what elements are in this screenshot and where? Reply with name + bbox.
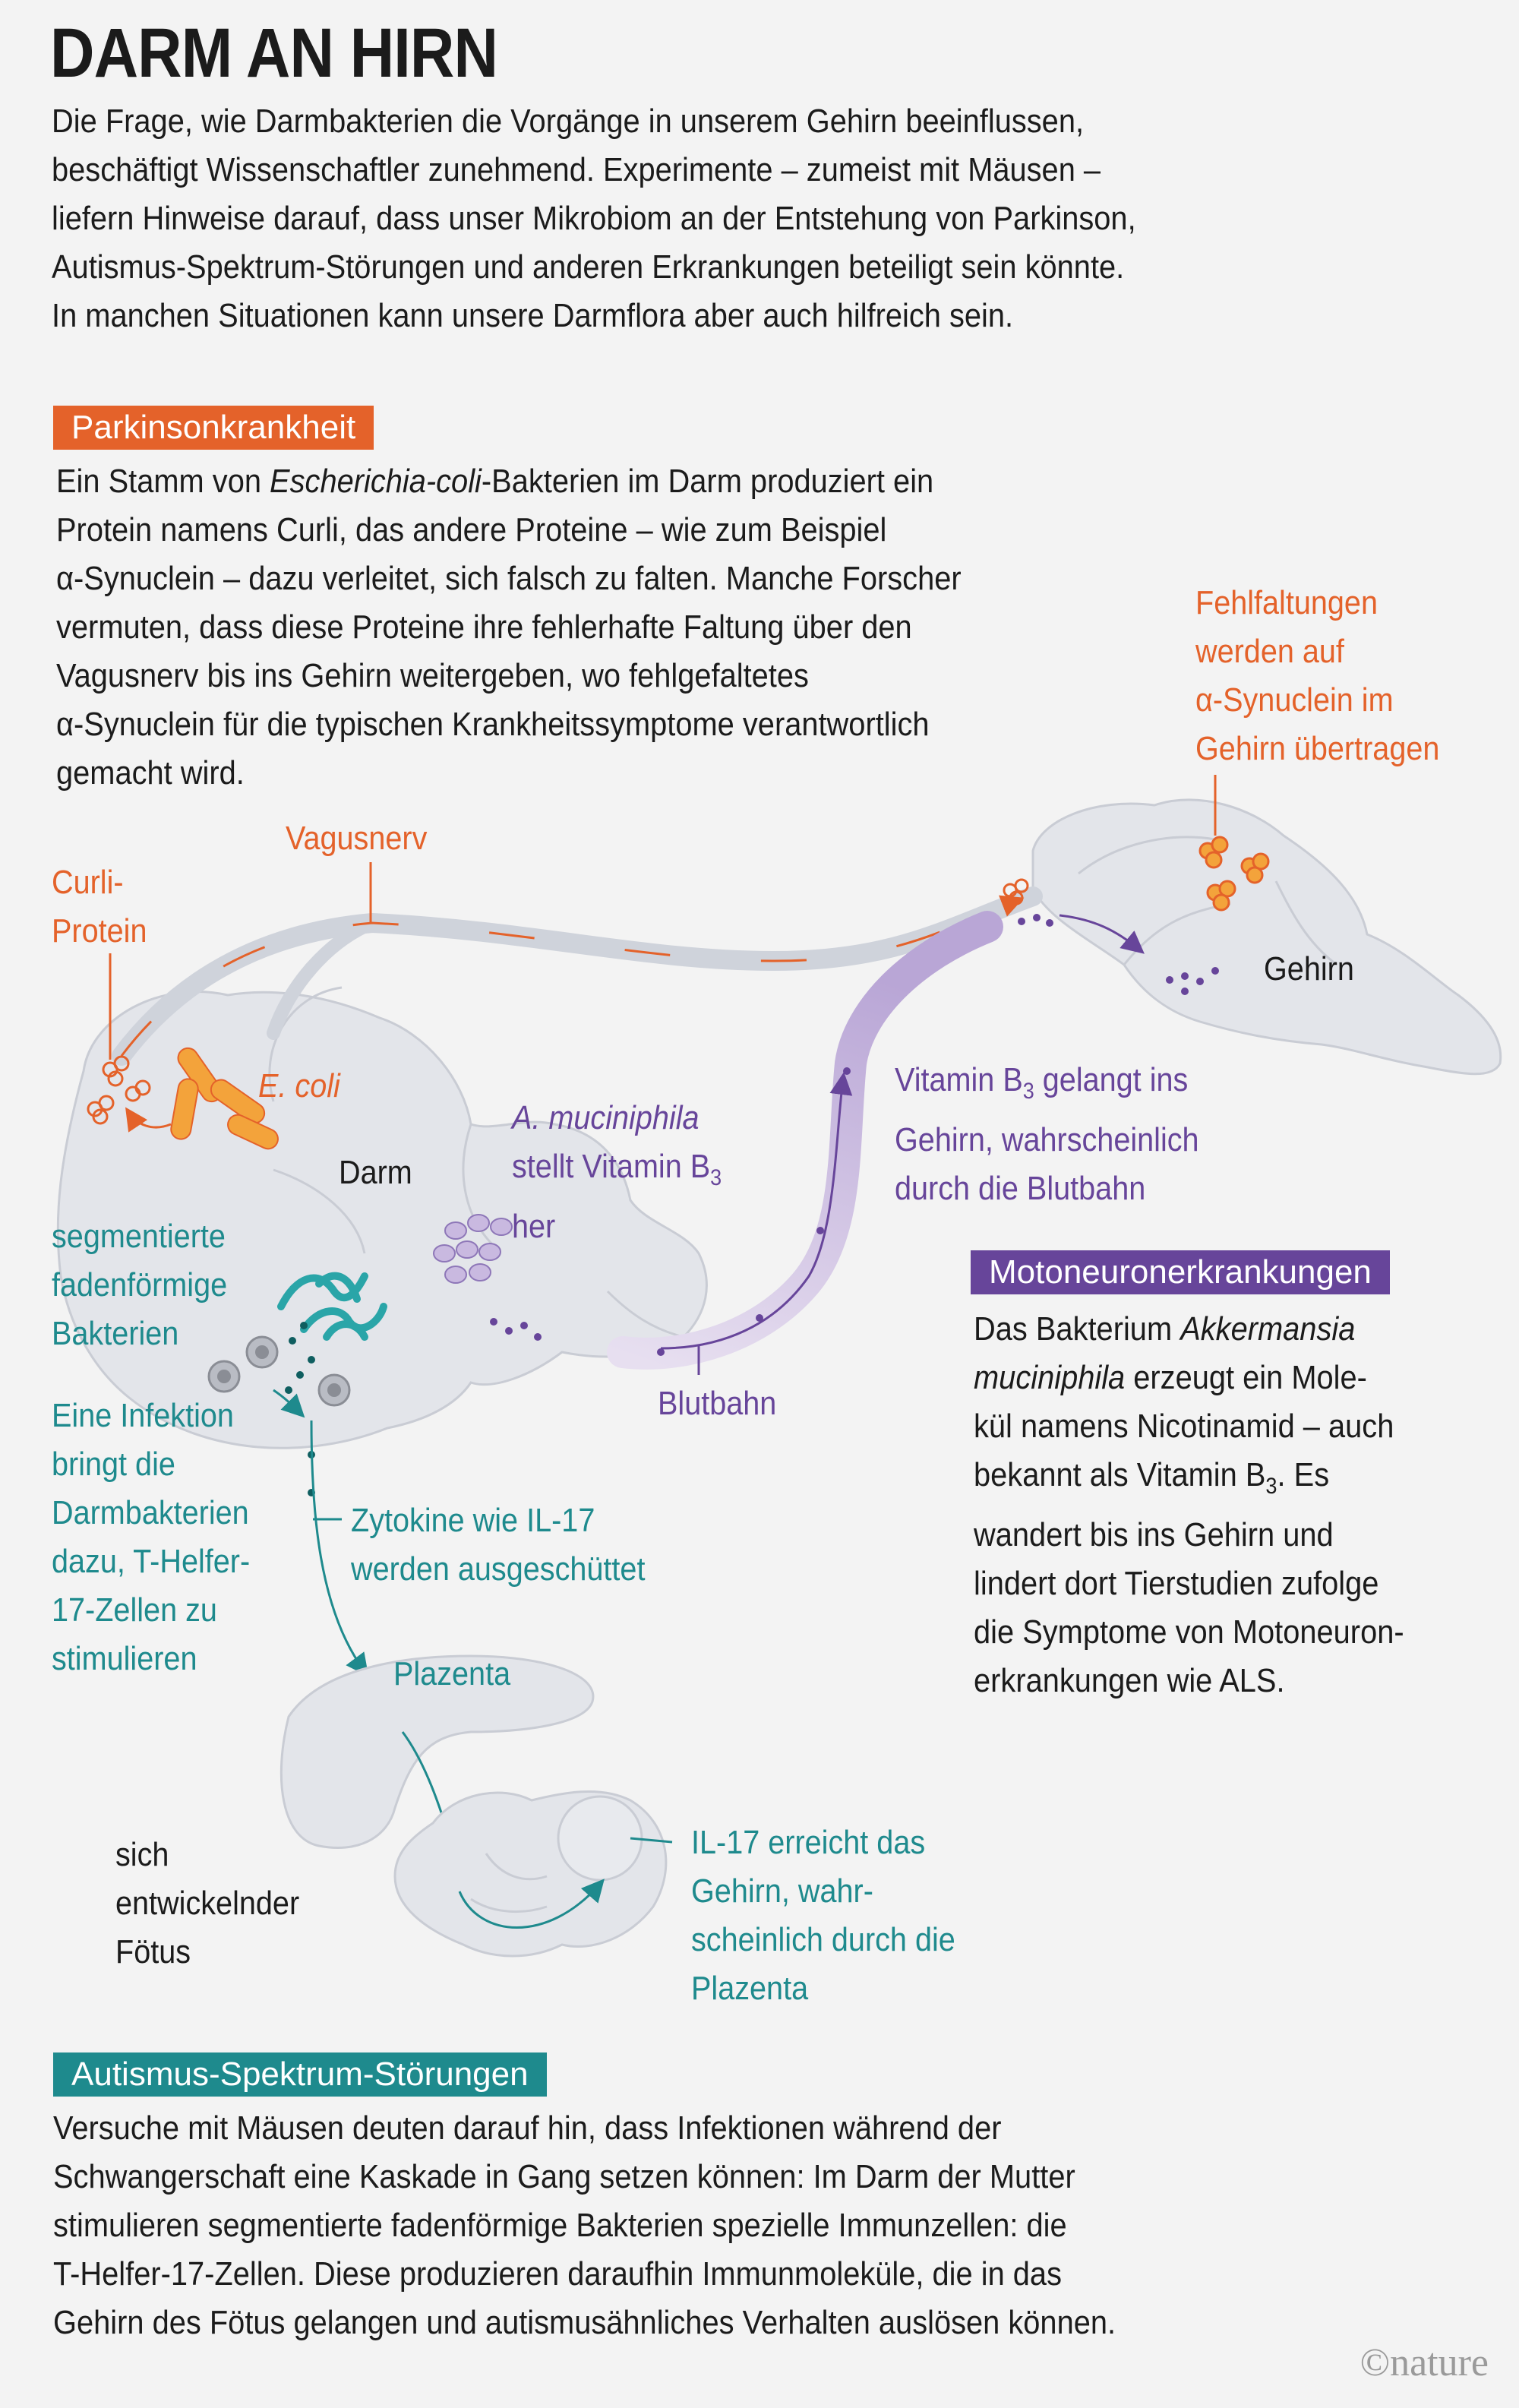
motoneuron-line: die Symptome von Motoneuron- [974,1613,1404,1651]
label-line: Fötus [115,1933,191,1970]
motoneuron-text [974,1305,1404,1705]
label-line: Protein [52,912,147,950]
motoneuron-part: erzeugt ein Mole- [1125,1359,1367,1396]
motoneuron-italic: muciniphila [974,1359,1126,1396]
parkinson-line [56,457,962,506]
infektion-label [52,1392,250,1683]
intro-line: In manchen Situationen kann unsere Darmflora aber auch hilfreich sein. [52,297,1014,334]
autism-line: stimulieren segmentierte fadenförmige Bakterien spezielle Immunzellen: die [53,2207,1067,2244]
parkinson-line1-italic: Escherichia-coli [270,463,482,500]
parkinson-line1-pre: Ein Stamm von [56,463,270,500]
autism-text [53,2104,1116,2347]
curli-label [52,858,147,956]
parkinson-line: vermuten, dass diese Proteine ihre fehlerhafte Faltung über den [56,608,912,646]
label-line: werden auf [1195,633,1344,670]
il17-label [691,1819,955,2013]
parkinson-line: Protein namens Curli, das andere Proteine – wie zum Beispiel [56,511,887,548]
autism-line: Gehirn des Fötus gelangen und autismusähnliches Verhalten auslösen können. [53,2304,1116,2341]
nature-credit: ©nature [1360,2341,1489,2384]
label-subscript: 3 [1022,1078,1034,1104]
label-line: entwickelnder [115,1885,300,1922]
label-line: stimulieren [52,1640,197,1677]
motoneuron-line [974,1305,1404,1354]
label-line: segmentierte [52,1218,226,1255]
autism-line: Versuche mit Mäusen deuten darauf hin, dass Infektionen während der [53,2109,1002,2147]
label-subscript: 3 [710,1164,722,1190]
blutbahn-label: Blutbahn [658,1385,777,1422]
motoneuron-part: Das Bakterium [974,1310,1181,1348]
label-line: Zytokine wie IL-17 [351,1502,595,1539]
ecoli-label: E. coli [258,1067,340,1104]
parkinson-text [56,457,962,798]
label-line: sich [115,1836,169,1873]
label-line: Plazenta [691,1970,809,2007]
vagusnerv-label: Vagusnerv [286,820,428,857]
darm-label: Darm [339,1154,412,1191]
intro-line: beschäftigt Wissenschaftler zunehmend. Experimente – zumeist mit Mäusen – [52,151,1101,188]
page-title: DARM AN HIRN [50,14,498,92]
motoneuron-line [974,1451,1404,1511]
foetus-label [115,1831,299,1977]
fehlfaltungen-label [1195,579,1439,773]
label-line: scheinlich durch die [691,1921,955,1958]
label-part: stellt Vitamin B [512,1148,711,1185]
label-line [895,1056,1199,1116]
vitamin-b3-label [895,1056,1199,1213]
autism-line: T-Helfer-17-Zellen. Diese produzieren daraufhin Immunmoleküle, die in das [53,2255,1062,2293]
intro-line: Die Frage, wie Darmbakterien die Vorgänge in unserem Gehirn beeinflussen, [52,103,1085,140]
label-line: Gehirn übertragen [1195,730,1440,767]
label-line: bringt die [52,1446,175,1483]
label-line: Fehlfaltungen [1195,584,1378,621]
intro-line: liefern Hinweise darauf, dass unser Mikrobiom an der Entstehung von Parkinson, [52,200,1136,237]
label-part: gelangt ins [1034,1061,1189,1098]
label-line: Eine Infektion [52,1397,234,1434]
intro-line: Autismus-Spektrum-Störungen und anderen Erkrankungen beteiligt sein könnte. [52,248,1125,286]
label-line: A. muciniphila [512,1099,699,1136]
label-line: Curli- [52,864,124,901]
motoneuron-subscript: 3 [1265,1473,1277,1499]
gehirn-label: Gehirn [1264,950,1354,988]
brain-shape [1033,800,1501,1074]
parkinson-line1-post: -Bakterien im Darm produziert ein [481,463,934,500]
motoneuron-line [974,1354,1404,1402]
label-line: durch die Blutbahn [895,1169,1146,1207]
label-line: 17-Zellen zu [52,1591,217,1629]
parkinson-heading: Parkinsonkrankheit [53,406,374,450]
parkinson-line: gemacht wird. [56,754,245,792]
zytokine-label [351,1496,645,1594]
label-line: α-Synuclein im [1195,681,1394,719]
motoneuron-part: bekannt als Vitamin B [974,1456,1266,1493]
label-line: werden ausgeschüttet [351,1550,646,1588]
parkinson-line: α-Synuclein für die typischen Krankheitssymptome verantwortlich [56,706,930,743]
sfb-label [52,1212,227,1358]
parkinson-line: α-Synuclein – dazu verleitet, sich falsch zu falten. Manche Forscher [56,560,962,597]
muciniphila-label [512,1094,722,1251]
motoneuron-line: kül namens Nicotinamid – auch [974,1408,1394,1445]
motoneuron-part: . Es [1277,1456,1330,1493]
motoneuron-line: wandert bis ins Gehirn und [974,1515,1334,1553]
label-line: Bakterien [52,1315,179,1352]
plazenta-label: Plazenta [393,1655,511,1692]
label-line: Gehirn, wahrscheinlich [895,1120,1199,1158]
label-line: Darmbakterien [52,1494,249,1531]
motoneuron-heading: Motoneuronerkrankungen [971,1250,1390,1294]
motoneuron-line: lindert dort Tierstudien zufolge [974,1564,1379,1602]
label-part: Vitamin B [895,1061,1023,1098]
label-line [512,1142,722,1202]
parkinson-line: Vagusnerv bis ins Gehirn weitergeben, wo fehlgefaltetes [56,657,809,694]
motoneuron-italic: Akkermansia [1180,1310,1356,1348]
label-line: fadenförmige [52,1266,228,1304]
label-line: dazu, T-Helfer- [52,1543,251,1580]
label-line: her [512,1207,556,1245]
autism-heading: Autismus-Spektrum-Störungen [53,2052,547,2097]
autism-line: Schwangerschaft eine Kaskade in Gang setzen können: Im Darm der Mutter [53,2158,1075,2195]
label-line: IL-17 erreicht das [691,1824,926,1861]
fetus-head [558,1797,642,1880]
label-line: Gehirn, wahr- [691,1872,873,1910]
motoneuron-line: erkrankungen wie ALS. [974,1661,1285,1699]
